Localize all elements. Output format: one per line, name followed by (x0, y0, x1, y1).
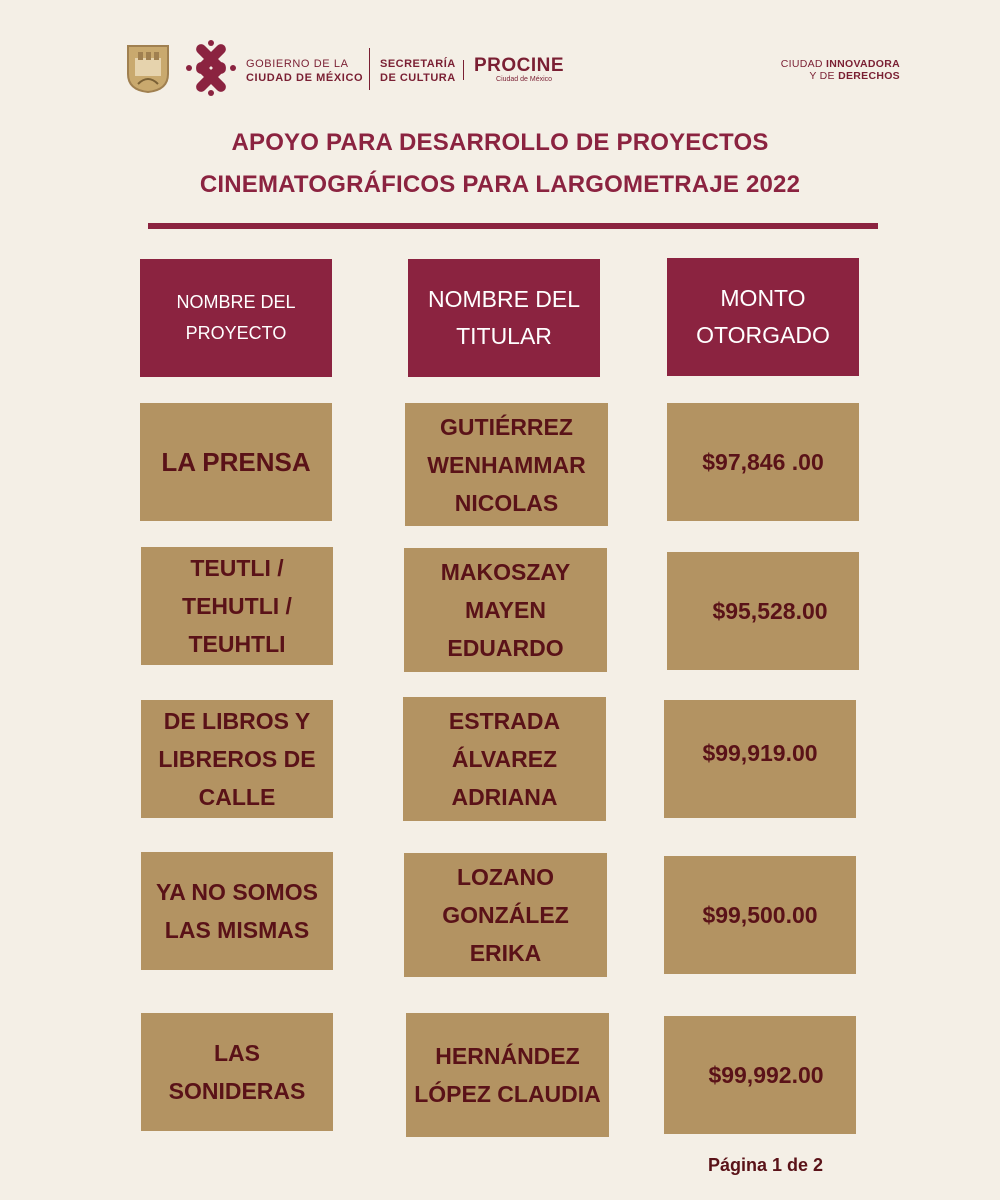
secretaria-line-1: SECRETARÍA (380, 58, 456, 70)
project-cell (141, 852, 333, 970)
holder-cell (405, 403, 608, 526)
procine-logo (474, 56, 564, 84)
project-cell (141, 547, 333, 665)
header-project-name (140, 259, 332, 377)
project-name: TEUTLI / TEHUTLI / TEUHTLI (182, 555, 292, 657)
amount-cell (664, 856, 856, 974)
header-label: NOMBRE DEL TITULAR (427, 286, 581, 349)
slogan-line-2b: DERECHOS (838, 70, 900, 82)
government-name (246, 57, 363, 85)
secretaria-line-2: DE CULTURA (380, 72, 456, 84)
holder-name: LOZANO GONZÁLEZ ERIKA (442, 864, 569, 966)
project-name: LAS SONIDERAS (168, 1040, 306, 1104)
holder-cell (404, 853, 607, 977)
header-divider (463, 60, 464, 80)
amount-value: $99,500.00 (702, 902, 818, 928)
page-title (0, 122, 1000, 206)
header-amount (667, 258, 859, 376)
header-label: MONTO OTORGADO (696, 285, 830, 348)
title-line-2: CINEMATOGRÁFICOS PARA LARGOMETRAJE 2022 (199, 171, 801, 198)
amount-cell (664, 1016, 856, 1134)
holder-name: GUTIÉRREZ WENHAMMAR NICOLAS (427, 413, 586, 516)
header-label: NOMBRE DEL PROYECTO (176, 292, 296, 343)
holder-name: MAKOSZAY MAYEN EDUARDO (440, 559, 571, 661)
title-line-1: APOYO PARA DESARROLLO DE PROYECTOS (231, 129, 769, 156)
holder-name: HERNÁNDEZ LÓPEZ CLAUDIA (414, 1043, 601, 1107)
slogan-line-1a: CIUDAD (780, 58, 827, 70)
procine-wordmark: PROCINE (474, 55, 565, 76)
amount-cell (667, 403, 859, 521)
project-cell (141, 1013, 333, 1131)
amount-value: $99,919.00 (702, 740, 818, 766)
project-name: DE LIBROS Y LIBREROS DE CALLE (158, 708, 316, 810)
project-name: LA PRENSA (161, 447, 311, 477)
cdmx-logo-icon (186, 40, 236, 96)
holder-cell (403, 697, 606, 821)
page-number: Página 1 de 2 (708, 1155, 824, 1175)
secretaria-name (380, 57, 456, 85)
amount-value: $99,992.00 (708, 1062, 824, 1088)
page-header (0, 0, 1000, 110)
project-cell (140, 403, 332, 521)
project-cell (141, 700, 333, 818)
header-divider (369, 48, 370, 90)
procine-subtitle: Ciudad de México (496, 76, 553, 83)
gov-line-2: CIUDAD DE MÉXICO (246, 72, 364, 84)
holder-name: ESTRADA ÁLVAREZ ADRIANA (448, 708, 561, 810)
amount-value: $95,528.00 (712, 598, 828, 624)
city-slogan (781, 58, 900, 82)
slogan-line-1b: INNOVADORA (826, 58, 900, 70)
amount-cell (667, 552, 859, 670)
holder-cell (404, 548, 607, 672)
header-holder-name (408, 259, 600, 377)
holder-cell (406, 1013, 609, 1137)
project-name: YA NO SOMOS LAS MISMAS (156, 879, 318, 943)
title-underline (148, 223, 878, 229)
gov-line-1: GOBIERNO DE LA (246, 58, 349, 70)
amount-value: $97,846 .00 (702, 449, 824, 475)
amount-cell (664, 700, 856, 818)
shield-icon (126, 44, 170, 94)
slogan-line-2a: Y DE (809, 70, 839, 82)
